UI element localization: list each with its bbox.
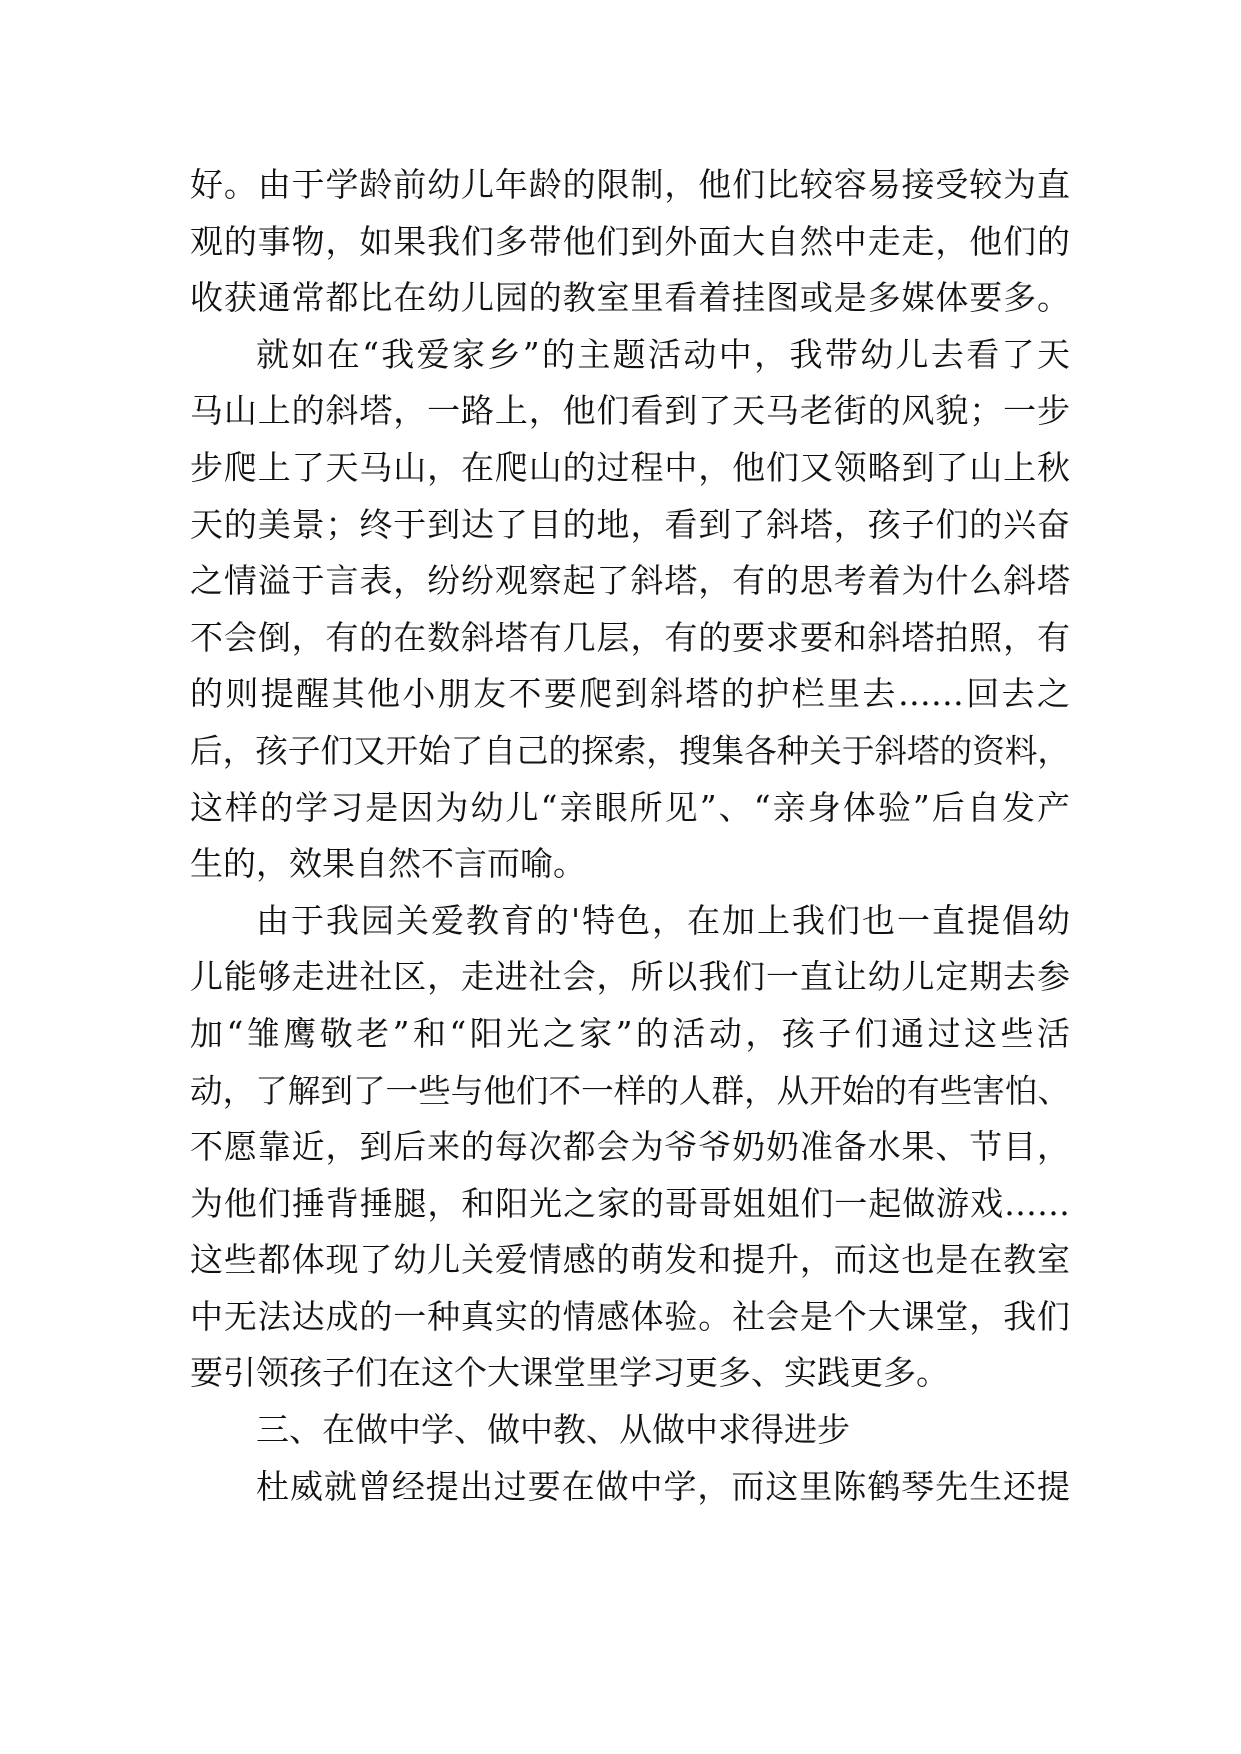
text-line: 收获通常都比在幼儿园的教室里看着挂图或是多媒体要多。 bbox=[190, 278, 1070, 318]
text-line: 步爬上了天马山，在爬山的过程中，他们又领略到了山上秋 bbox=[190, 447, 1070, 487]
text-line: 这些都体现了幼儿关爱情感的萌发和提升，而这也是在教室 bbox=[190, 1240, 1070, 1280]
text-line: 不愿靠近，到后来的每次都会为爷爷奶奶准备水果、节目， bbox=[190, 1127, 1070, 1167]
text-line: 中无法达成的一种真实的情感体验。社会是个大课堂，我们 bbox=[190, 1296, 1070, 1336]
text-line: 加“雏鹰敬老”和“阳光之家”的活动，孩子们通过这些活 bbox=[190, 1013, 1070, 1053]
text-line: 好。由于学龄前幼儿年龄的限制，他们比较容易接受较为直 bbox=[190, 165, 1070, 204]
text-line: 由于我园关爱教育的'特色，在加上我们也一直提倡幼 bbox=[256, 900, 1070, 940]
text-line: 就如在“我爱家乡”的主题活动中，我带幼儿去看了天 bbox=[256, 334, 1070, 374]
text-line: 这样的学习是因为幼儿“亲眼所见”、“亲身体验”后自发产 bbox=[190, 787, 1070, 827]
text-line: 天的美景；终于到达了目的地，看到了斜塔，孩子们的兴奋 bbox=[190, 504, 1070, 544]
text-line: 观的事物，如果我们多带他们到外面大自然中走走，他们的 bbox=[190, 221, 1070, 261]
text-line: 后，孩子们又开始了自己的探索，搜集各种关于斜塔的资料， bbox=[190, 731, 1070, 770]
text-line: 为他们捶背捶腿，和阳光之家的哥哥姐姐们一起做游戏…… bbox=[190, 1183, 1070, 1223]
text-line: 的则提醒其他小朋友不要爬到斜塔的护栏里去……回去之 bbox=[190, 674, 1070, 714]
document-body bbox=[190, 157, 1070, 1515]
text-line: 要引领孩子们在这个大课堂里学习更多、实践更多。 bbox=[190, 1353, 949, 1393]
text-line: 儿能够走进社区，走进社会，所以我们一直让幼儿定期去参 bbox=[190, 957, 1070, 997]
text-line: 三、在做中学、做中教、从做中求得进步 bbox=[256, 1410, 850, 1450]
text-line: 杜威就曾经提出过要在做中学，而这里陈鹤琴先生还提 bbox=[256, 1466, 1070, 1506]
text-line: 动，了解到了一些与他们不一样的人群，从开始的有些害怕、 bbox=[190, 1071, 1070, 1110]
text-line: 不会倒，有的在数斜塔有几层，有的要求要和斜塔拍照，有 bbox=[190, 617, 1070, 657]
text-line: 生的，效果自然不言而喻。 bbox=[190, 844, 586, 884]
text-line: 之情溢于言表，纷纷观察起了斜塔，有的思考着为什么斜塔 bbox=[190, 561, 1070, 601]
text-line: 马山上的斜塔，一路上，他们看到了天马老街的风貌；一步 bbox=[190, 391, 1070, 431]
